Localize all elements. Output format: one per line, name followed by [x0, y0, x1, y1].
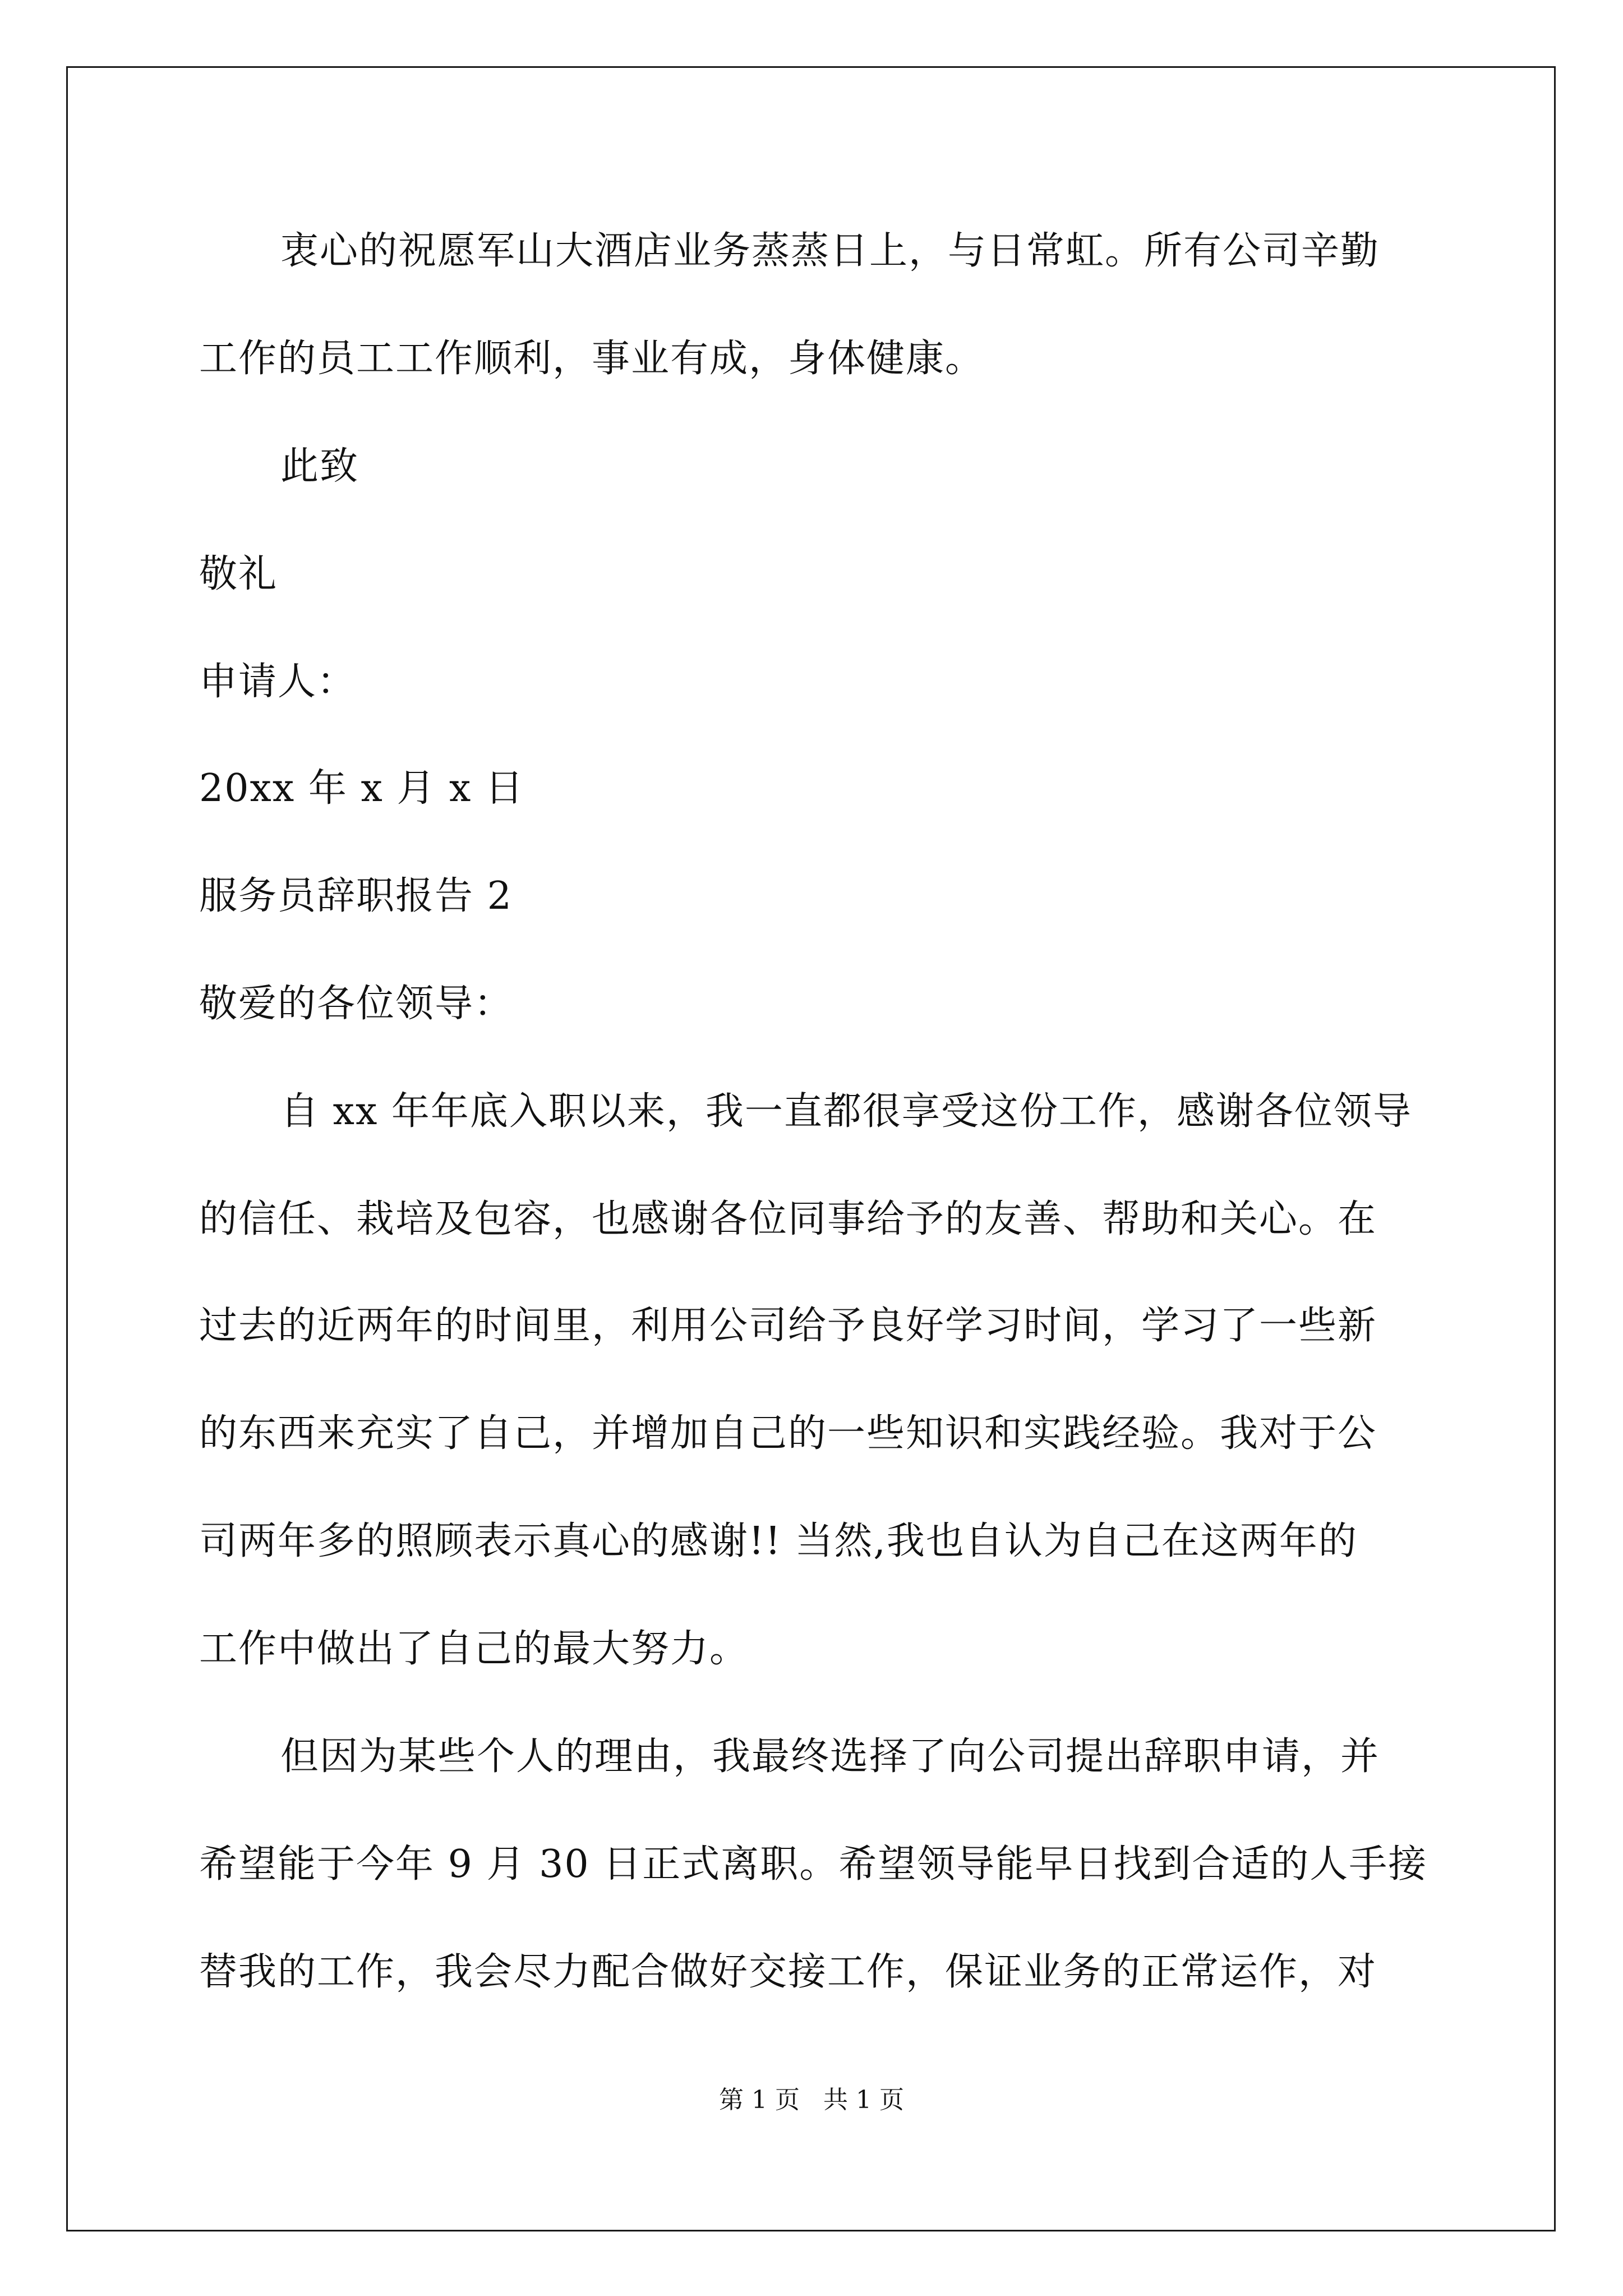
body-line-13: 司两年多的照顾表示真心的感谢!! 当然,我也自认为自己在这两年的: [199, 1519, 1358, 1563]
body-line-14: 工作中做出了自己的最大努力。: [199, 1627, 749, 1671]
greeting: 敬爱的各位领导：: [199, 982, 514, 1026]
closing-salutation: 此致: [280, 444, 359, 489]
page-footer: 第 1 页 共 1 页: [719, 2086, 904, 2114]
page-border: [66, 66, 1556, 2231]
body-line-16: 希望能于今年 9 月 30 日正式离职。希望领导能早日找到合适的人手接: [199, 1842, 1428, 1887]
body-line-9: 自 xx 年年底入职以来，我一直都很享受这份工作，感谢各位领导: [280, 1089, 1412, 1134]
body-line-17: 替我的工作，我会尽力配合做好交接工作，保证业务的正常运作，对: [199, 1950, 1377, 1994]
closing-regards: 敬礼: [199, 552, 278, 596]
body-line-10: 的信任、栽培及包容，也感谢各位同事给予的友善、帮助和关心。在: [199, 1197, 1377, 1241]
date-line: 20xx 年 x 月 x 日: [199, 766, 525, 811]
body-line-11: 过去的近两年的时间里，利用公司给予良好学习时间，学习了一些新: [199, 1304, 1377, 1348]
body-line-2: 工作的员工工作顺利，事业有成，身体健康。: [199, 337, 985, 381]
applicant-label: 申请人：: [199, 660, 357, 704]
body-line-15: 但因为某些个人的理由，我最终选择了向公司提出辞职申请，并: [280, 1734, 1380, 1779]
section-title: 服务员辞职报告 2: [199, 874, 513, 918]
body-line-1: 衷心的祝愿军山大酒店业务蒸蒸日上，与日常虹。所有公司辛勤: [280, 229, 1380, 273]
body-line-12: 的东西来充实了自己，并增加自己的一些知识和实践经验。我对于公: [199, 1411, 1377, 1456]
